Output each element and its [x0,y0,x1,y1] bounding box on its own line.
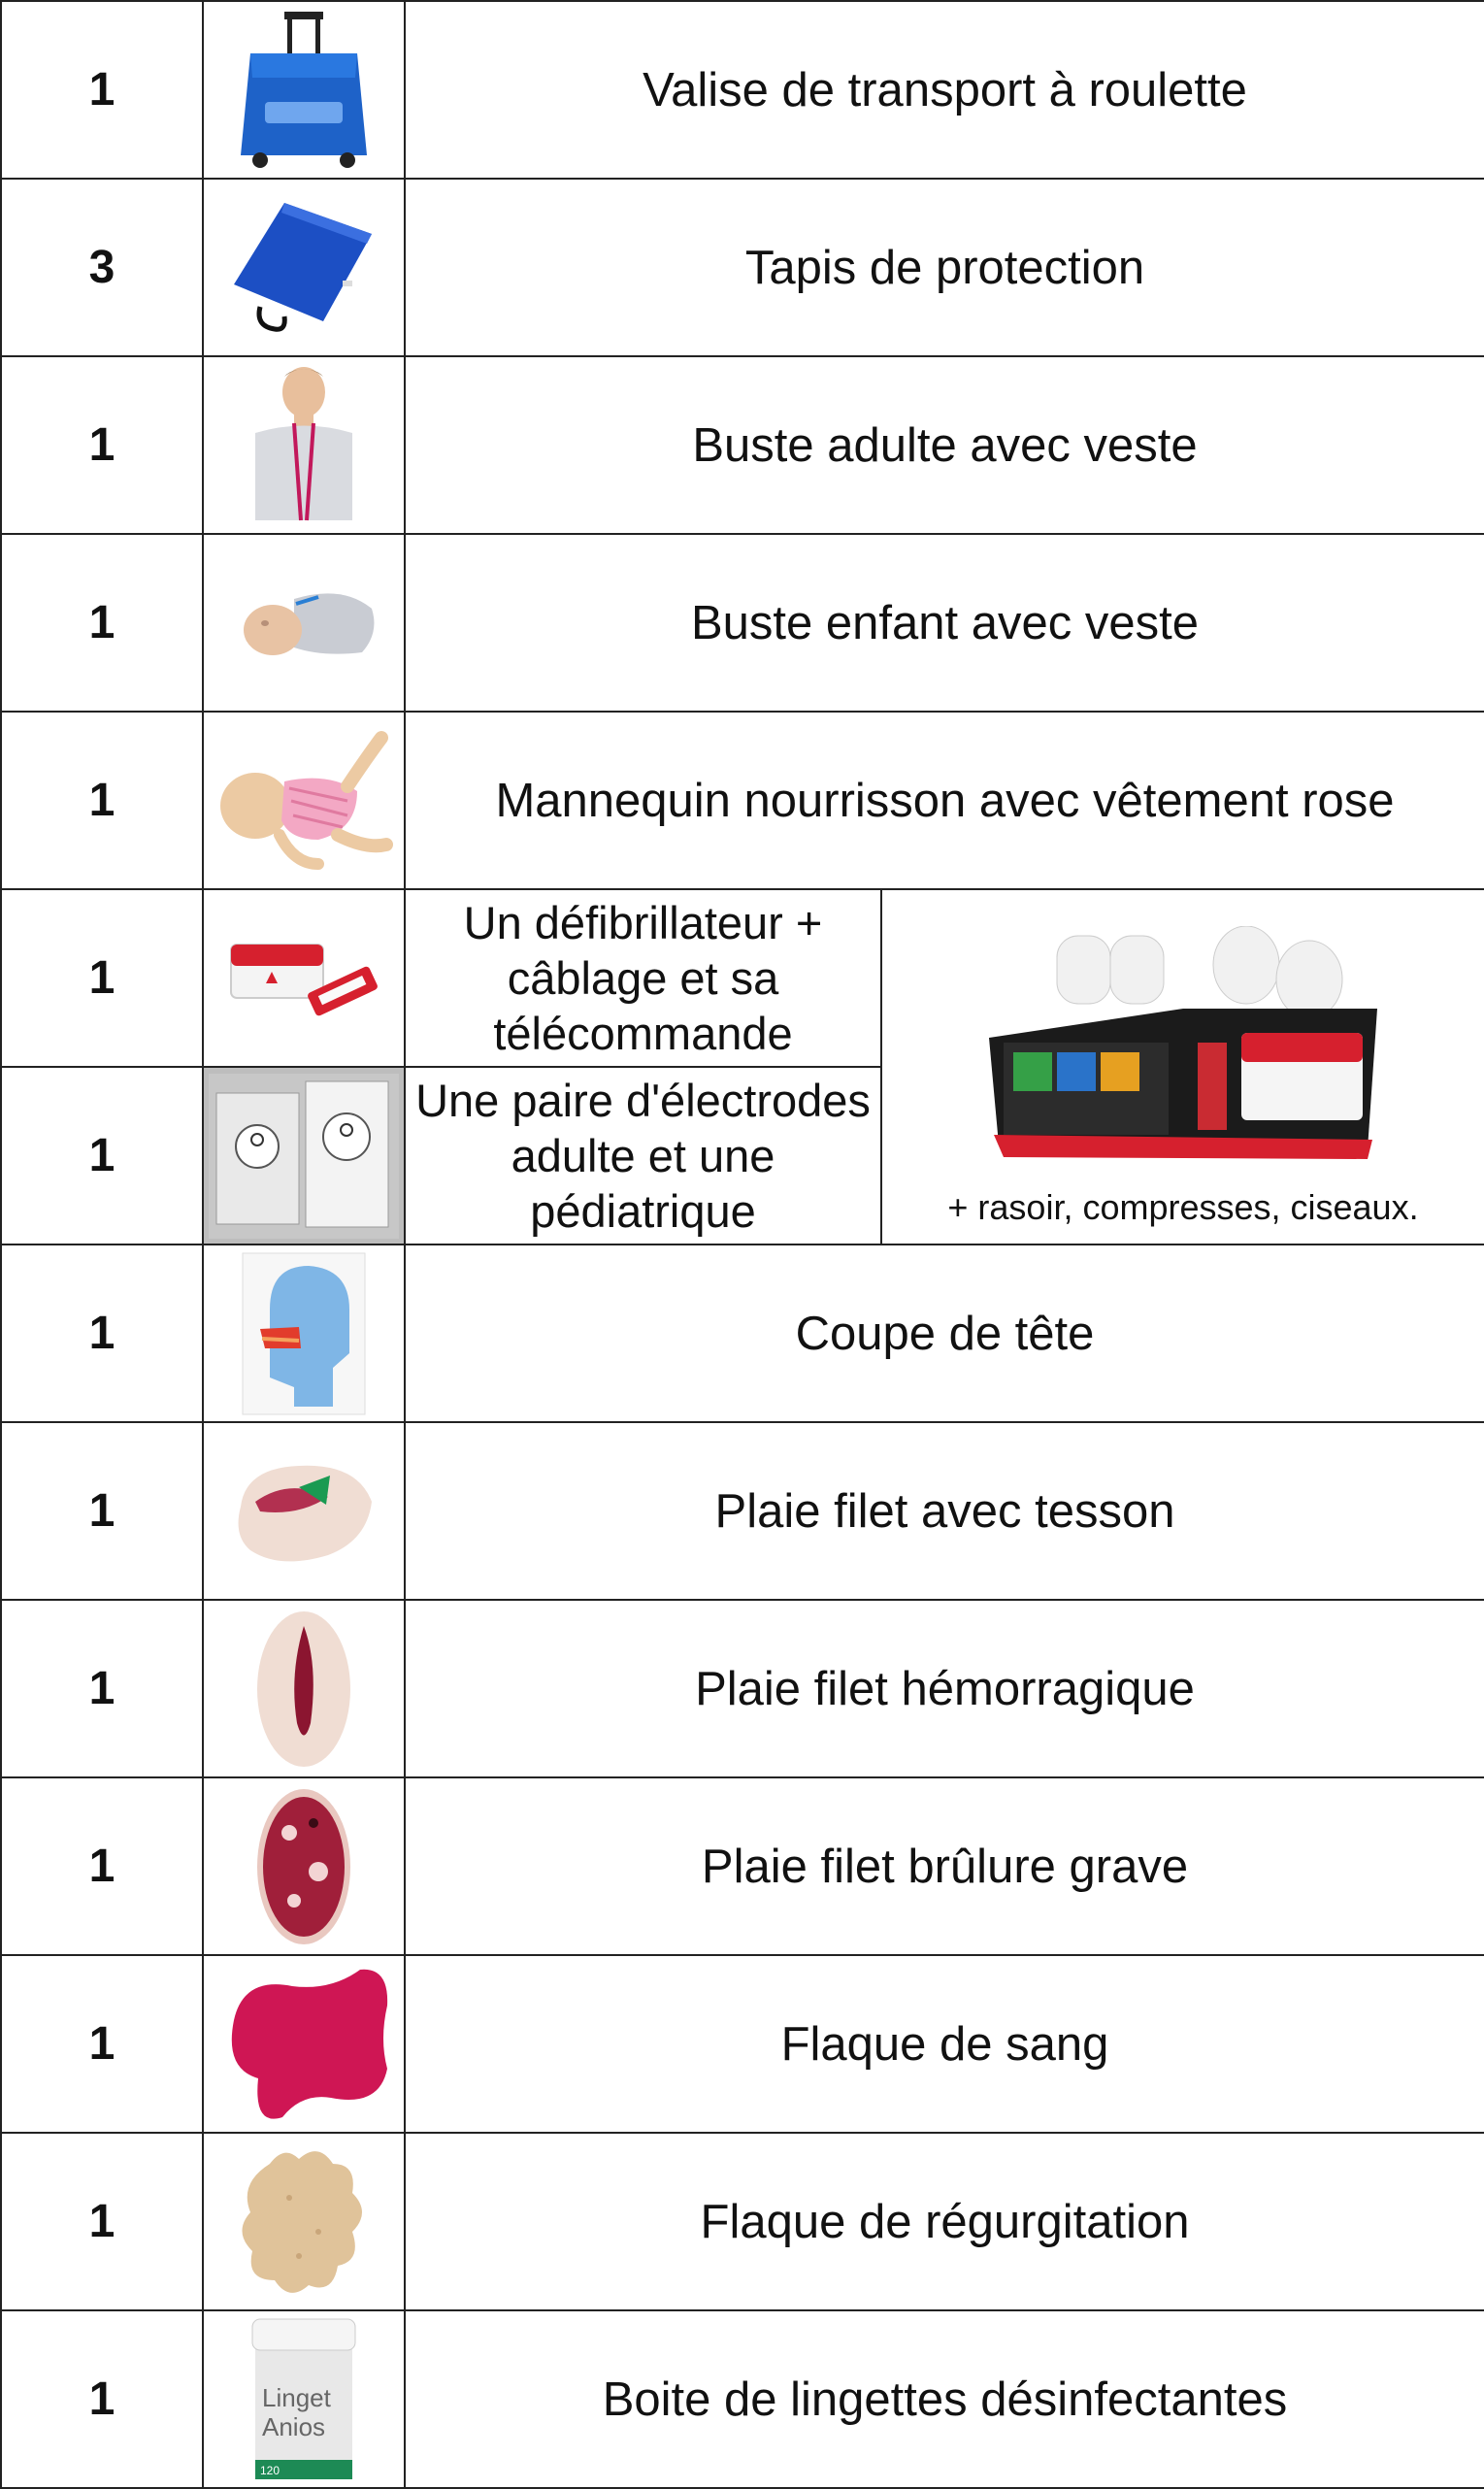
table-row [1,2133,1484,2310]
wipes-box-line1: Linget [262,2383,331,2412]
quantity-cell: 1 [1,356,203,534]
quantity-cell: 1 [1,1,203,179]
quantity-cell: 1 [1,1777,203,1955]
wipes-box-icon [241,2314,367,2484]
wipes-box-line2: Anios [262,2412,326,2441]
adult-torso-icon [231,365,377,525]
item-label: Flaque de régurgitation [405,2133,1484,2310]
wipes-box-count: 120 [260,2464,280,2477]
quantity-cell: 1 [1,1067,203,1244]
table-row [1,179,1484,356]
item-label: Buste enfant avec veste [405,534,1484,712]
table-row [1,712,1484,889]
item-image-cell [203,1422,405,1600]
item-label: Plaie filet brûlure grave [405,1777,1484,1955]
table-row [1,356,1484,534]
item-image-cell [203,356,405,534]
item-image-cell [203,534,405,712]
table-row [1,534,1484,712]
table-row [1,1955,1484,2133]
electrode-pads-icon [209,1074,399,1239]
item-image-cell [203,2310,405,2488]
item-image-cell [203,712,405,889]
item-label: Coupe de tête [405,1244,1484,1422]
defibrillator-icon [221,925,386,1032]
table-row [1,1777,1484,1955]
item-label: Buste adulte avec veste [405,356,1484,534]
burn-wound-icon [250,1784,357,1949]
item-image-cell [203,2133,405,2310]
quantity-cell: 1 [1,1422,203,1600]
item-label: Un défibrillateur + câblage et sa télécommande [405,889,881,1067]
aed-kit-icon [974,926,1392,1169]
table-row [1,1244,1484,1422]
quantity-cell: 3 [1,179,203,356]
item-label: Boite de lingettes désinfectantes [405,2310,1484,2488]
item-image-cell [203,1,405,179]
vomit-puddle-icon [231,2140,377,2305]
head-section-icon [241,1251,367,1416]
item-label: Flaque de sang [405,1955,1484,2133]
wound-shard-icon [221,1448,386,1575]
quantity-cell: 1 [1,712,203,889]
item-label: Valise de transport à roulette [405,1,1484,179]
quantity-cell: 1 [1,2310,203,2488]
table-row [1,1600,1484,1777]
child-torso-icon [226,570,381,677]
blood-puddle-icon [214,1962,394,2127]
table-row [1,1422,1484,1600]
quantity-cell: 1 [1,2133,203,2310]
table-row [1,2310,1484,2488]
infant-manikin-icon [212,728,396,874]
item-label: Plaie filet hémorragique [405,1600,1484,1777]
quantity-cell: 1 [1,534,203,712]
table-row [1,889,1484,1067]
aed-kit-caption: + rasoir, compresses, ciseaux. [947,1187,1419,1227]
item-image-cell [203,179,405,356]
item-label: Mannequin nourrisson avec vêtement rose [405,712,1484,889]
quantity-cell: 1 [1,1244,203,1422]
item-image-cell [203,889,405,1067]
table-row [1,1,1484,179]
protection-mat-icon [226,195,381,341]
item-image-cell [203,1244,405,1422]
item-label: Plaie filet avec tesson [405,1422,1484,1600]
hemorrhage-wound-icon [250,1607,357,1772]
quantity-cell: 1 [1,889,203,1067]
item-image-cell [203,1777,405,1955]
item-image-cell [203,1067,405,1244]
quantity-cell: 1 [1,1955,203,2133]
item-image-cell [203,1955,405,2133]
item-image-cell [203,1600,405,1777]
rolling-bag-icon [231,10,377,170]
aed-kit-cell [881,889,1484,1244]
item-label: Tapis de protection [405,179,1484,356]
quantity-cell: 1 [1,1600,203,1777]
item-label: Une paire d'électrodes adulte et une pédiatrique [405,1067,881,1244]
